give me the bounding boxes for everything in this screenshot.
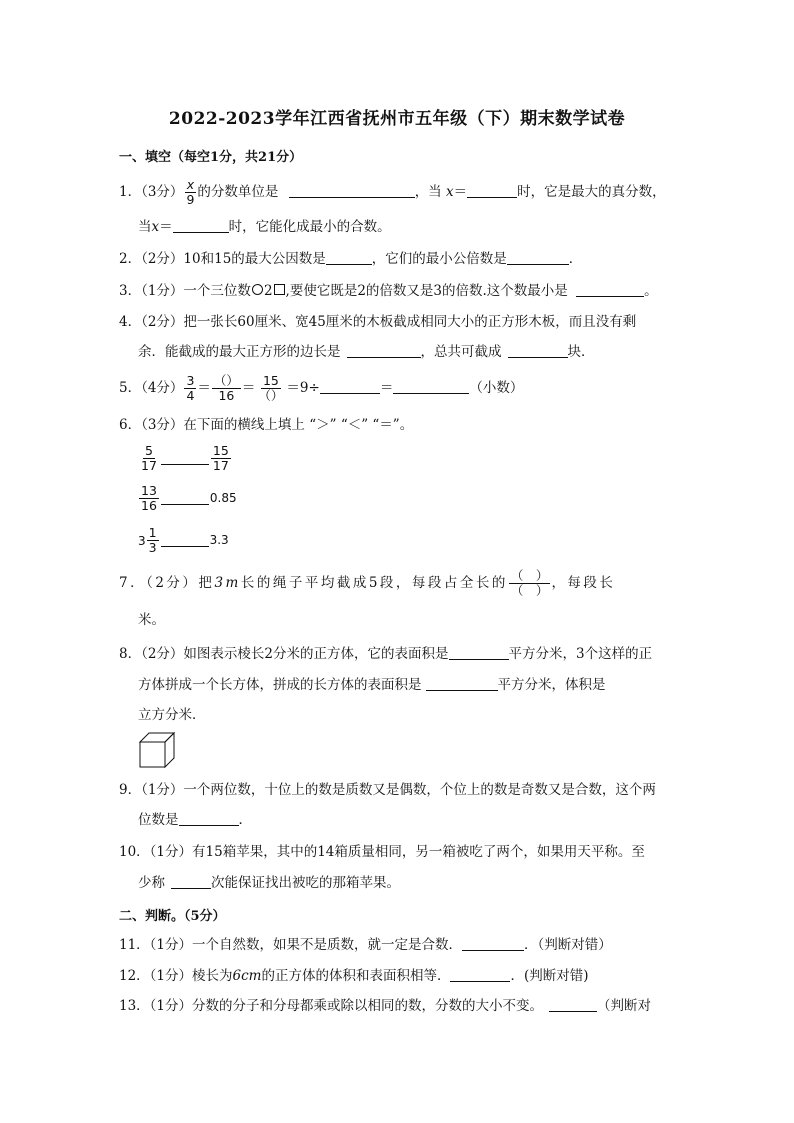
q4-answer-blank-1[interactable] (347, 343, 421, 358)
q7-fraction-blank[interactable]: $\frac{( )}{( )}$ (510, 568, 549, 598)
q12-answer-blank[interactable] (450, 967, 510, 982)
question-7-line-2: 米。 (138, 612, 165, 628)
q5-fraction-3: $\frac{15}{()}$ (258, 373, 284, 403)
question-7-line-1: 7．（2分）把3m长的绳子平均截成5段，每段占全长的 $\frac{( )}{( )}$ ，每段长 (119, 568, 616, 598)
question-9-line-1: 9．（1分）一个两位数，十位上的数是质数又是偶数，个位上的数是奇数又是合数，这个两 (119, 782, 656, 798)
q1-number: 1． (119, 184, 142, 200)
q6-row2-fraction-left: $\frac{13}{16}$ (141, 483, 157, 513)
section-heading-true-false: 二、判断。（5分） (119, 909, 226, 924)
q13-answer-blank[interactable] (549, 997, 597, 1012)
question-3: 3．（1分）一个三位数 2 ,要使它既是2的倍数又是3的倍数.这个数最小是 。 (119, 283, 658, 299)
q2-answer-blank-1[interactable] (326, 250, 372, 265)
q6-row3-fraction: $\frac{1}{3}$ (148, 525, 157, 555)
question-13: 13．（1分）分数的分子和分母都乘或除以相同的数，分数的大小不变。 （判断对 (119, 998, 652, 1014)
q2-answer-blank-2[interactable] (507, 250, 569, 265)
q5-fraction-1: $\frac{3}{4}$ (186, 373, 195, 403)
q6-row2-right-value: 0.85 (209, 491, 237, 505)
cube-figure (138, 731, 178, 769)
q6-row1-fraction-right: $\frac{15}{17}$ (212, 443, 229, 473)
q1-answer-blank-3[interactable] (173, 218, 229, 233)
question-1-line-2: 当x＝ 时，它能化成最小的合数。 (138, 219, 391, 235)
q10-answer-blank[interactable] (171, 874, 211, 889)
question-9-line-2: 位数是 ． (138, 812, 252, 828)
q6-compare-row-3 (138, 526, 229, 555)
q6-compare-row-1 (138, 444, 232, 473)
q1-answer-blank-2[interactable] (467, 183, 517, 198)
question-10-line-2: 少称 次能保证找出被吃的那箱苹果。 (138, 875, 400, 891)
question-12: 12．（1分）棱长为6cm的正方体的体积和表面积相等． ．(判断对错) (119, 968, 589, 984)
question-8-line-2: 方体拼成一个长方体，拼成的长方体的表面积是 平方分米，体积是 (138, 677, 606, 693)
q6-compare-row-2 (138, 484, 237, 513)
question-5: 5．（4分） $\frac{3}{4}$ ＝ $\frac{()}{16}$ ＝ $\frac{15}{()}$ ＝9÷ ＝ （小数） (119, 373, 524, 403)
question-4-line-1: 4．（2分）把一张长60厘米、宽45厘米的木板截成相同大小的正方形木板，而且没有剩 (119, 314, 637, 330)
q5-answer-blank-1[interactable] (320, 379, 380, 394)
q1-answer-blank-1[interactable] (289, 183, 415, 198)
question-11: 11．（1分）一个自然数，如果不是质数，就一定是合数． ．（判断对错） (119, 937, 612, 953)
q11-answer-blank[interactable] (462, 936, 524, 951)
question-6: 6．（3分）在下面的横线上填上 “＞” “＜” “＝”。 (119, 417, 414, 433)
q1-score: （3分） (141, 184, 184, 200)
question-1-line-1: 1．（3分） $\frac{x}{9}$ 的分数单位是 ，当 x＝ 时，它是最大的真分数， (119, 177, 666, 207)
q3-answer-blank[interactable] (576, 282, 644, 297)
circle-digit-placeholder (252, 284, 263, 295)
q6-row1-blank[interactable] (161, 450, 209, 465)
question-4-line-2: 余．能截成的最大正方形的边长是 ，总共可截成 块． (138, 344, 595, 360)
question-8-line-1: 8．（2分）如图表示棱长2分米的正方体，它的表面积是 平方分米，3个这样的正 (119, 646, 653, 662)
section-heading-fill-in: 一、填空（每空1分，共21分） (119, 150, 303, 165)
q6-row1-fraction-left: $\frac{5}{17}$ (141, 443, 157, 473)
page-title: 2022-2023学年江西省抚州市五年级（下）期末数学试卷 (168, 109, 626, 129)
q5-answer-blank-2[interactable] (393, 379, 469, 394)
q6-row3-right-value: 3.3 (209, 533, 229, 547)
question-2: 2．（2分）10和15的最大公因数是 ，它们的最小公倍数是 ． (119, 251, 583, 267)
q5-fraction-2: $\frac{()}{16}$ (213, 373, 239, 403)
q4-answer-blank-2[interactable] (508, 343, 568, 358)
q6-row3-blank[interactable] (161, 532, 209, 547)
square-digit-placeholder (274, 284, 285, 295)
q8-answer-blank-2[interactable] (426, 676, 498, 691)
q6-row3-whole: 3 (138, 533, 146, 548)
question-10-line-1: 10．（1分）有15箱苹果，其中的14箱质量相同，另一箱被吃了两个，如果用天平称。至 (119, 844, 645, 860)
q1-fraction: $\frac{x}{9}$ (186, 177, 195, 207)
q6-row2-blank[interactable] (161, 490, 209, 505)
q8-answer-blank-1[interactable] (449, 645, 509, 660)
q9-answer-blank[interactable] (179, 811, 239, 826)
question-8-line-3: 立方分米． (138, 707, 206, 723)
